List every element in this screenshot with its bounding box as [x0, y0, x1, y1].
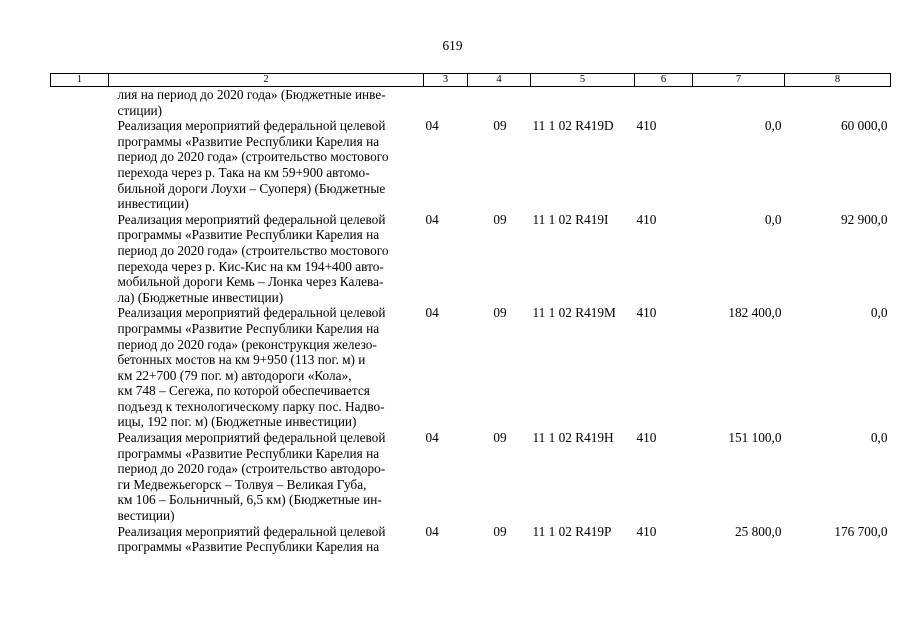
- row-number-cell: [51, 118, 109, 212]
- target-article-code: 11 1 02 R419M: [532, 305, 616, 321]
- expense-type-code: 410: [636, 211, 657, 227]
- table-row: [51, 212, 891, 306]
- description-line: бильной дороги Лоухи – Суоперя) (Бюджетные: [117, 180, 386, 196]
- row-description: [109, 524, 424, 555]
- section-code: 04: [425, 430, 439, 446]
- subsection-code: 09: [493, 305, 507, 321]
- description-line: Реализация мероприятий федеральной целевой: [117, 523, 386, 539]
- table-row: [51, 305, 891, 430]
- amount-col7: 182 400,0: [728, 305, 782, 321]
- amount-col8: 92 900,0: [840, 211, 888, 227]
- description-line: Реализация мероприятий федеральной целевой: [117, 211, 386, 227]
- target-article-code: 11 1 02 R419H: [532, 430, 614, 446]
- description-line: подъезд к технологическому парку пос. Надво-: [117, 398, 385, 414]
- column-header: 2: [109, 74, 424, 87]
- description-line: программы «Развитие Республики Карелия на: [117, 227, 380, 243]
- expense-type-code: 410: [636, 305, 657, 321]
- description-line: мобильной дороги Кемь – Лонка через Калева-: [117, 274, 384, 290]
- description-line: км 22+700 (79 пог. м) автодороги «Кола»,: [117, 367, 352, 383]
- section-code: 04: [425, 118, 439, 134]
- row-description: [109, 118, 424, 212]
- column-number-header: [51, 74, 891, 87]
- column-header: 6: [635, 74, 693, 87]
- description-line: программы «Развитие Республики Карелия на: [117, 539, 380, 555]
- amount-col7: 0,0: [764, 211, 782, 227]
- expense-type-code: 410: [636, 430, 657, 446]
- description-line: период до 2020 года» (строительство автодоро-: [117, 461, 386, 477]
- target-article-code: 11 1 02 R419I: [532, 211, 609, 227]
- subsection-code: 09: [493, 211, 507, 227]
- description-line: лия на период до 2020 года» (Бюджетные инве-: [117, 87, 386, 102]
- description-line: Реализация мероприятий федеральной целевой: [117, 430, 386, 446]
- section-code: 04: [425, 211, 439, 227]
- target-article-code: [531, 87, 635, 119]
- description-line: стиции): [117, 102, 163, 118]
- subsection-code: [468, 87, 531, 119]
- subsection-code: 09: [493, 430, 507, 446]
- amount-col7: 151 100,0: [728, 430, 782, 446]
- table-row: [51, 524, 891, 555]
- description-line: км 106 – Больничный, 6,5 км) (Бюджетные ин-: [117, 492, 382, 508]
- column-header: 4: [468, 74, 531, 87]
- row-number-cell: [51, 87, 109, 119]
- section-code: [424, 87, 468, 119]
- budget-table: [50, 73, 891, 555]
- description-line: км 748 – Сегежа, по которой обеспечивается: [117, 383, 370, 399]
- amount-col7: 25 800,0: [734, 523, 782, 539]
- table-row: [51, 430, 891, 524]
- amount-col8: 0,0: [870, 305, 888, 321]
- description-line: вестиции): [117, 508, 175, 524]
- amount-col8: 176 700,0: [834, 523, 888, 539]
- section-code: 04: [425, 523, 439, 539]
- amount-col7: 0,0: [764, 118, 782, 134]
- subsection-code: 09: [493, 523, 507, 539]
- table-row: [51, 87, 891, 119]
- table-body: [51, 87, 891, 555]
- description-line: перехода через р. Така на км 59+900 автомо-: [117, 164, 370, 180]
- expense-type-code: 410: [636, 523, 657, 539]
- column-header: 3: [424, 74, 468, 87]
- description-line: Реализация мероприятий федеральной целевой: [117, 305, 386, 321]
- description-line: период до 2020 года» (реконструкция железо-: [117, 336, 377, 352]
- description-line: программы «Развитие Республики Карелия на: [117, 133, 380, 149]
- column-header: 7: [693, 74, 785, 87]
- description-line: программы «Развитие Республики Карелия на: [117, 445, 380, 461]
- row-description: [109, 305, 424, 430]
- expense-type-code: 410: [636, 118, 657, 134]
- description-line: период до 2020 года» (строительство мостового: [117, 242, 389, 258]
- description-line: инвестиции): [117, 196, 189, 212]
- table-row: [51, 118, 891, 212]
- subsection-code: 09: [493, 118, 507, 134]
- column-header: 5: [531, 74, 635, 87]
- amount-col8: 60 000,0: [840, 118, 888, 134]
- description-line: ги Медвежьегорск – Толвуя – Великая Губа,: [117, 476, 367, 492]
- amount-col7: [693, 87, 785, 119]
- row-number-cell: [51, 524, 109, 555]
- amount-col8: [785, 87, 891, 119]
- row-description: [109, 212, 424, 306]
- description-line: период до 2020 года» (строительство мостового: [117, 149, 389, 165]
- description-line: ицы, 192 пог. м) (Бюджетные инвестиции): [117, 414, 357, 430]
- target-article-code: 11 1 02 R419D: [532, 118, 614, 134]
- column-header: 8: [785, 74, 891, 87]
- description-line: перехода через р. Кис-Кис на км 194+400 авто-: [117, 258, 384, 274]
- amount-col8: 0,0: [870, 430, 888, 446]
- row-number-cell: [51, 430, 109, 524]
- section-code: 04: [425, 305, 439, 321]
- row-number-cell: [51, 212, 109, 306]
- description-line: Реализация мероприятий федеральной целевой: [117, 118, 386, 134]
- row-description: [109, 87, 424, 119]
- description-line: бетонных мостов на км 9+950 (113 пог. м) и: [117, 352, 366, 368]
- column-header: 1: [51, 74, 109, 87]
- row-description: [109, 430, 424, 524]
- expense-type-code: [635, 87, 693, 119]
- target-article-code: 11 1 02 R419P: [532, 523, 612, 539]
- description-line: ла) (Бюджетные инвестиции): [117, 289, 284, 305]
- row-number-cell: [51, 305, 109, 430]
- description-line: программы «Развитие Республики Карелия на: [117, 320, 380, 336]
- page-number: 619: [442, 38, 463, 53]
